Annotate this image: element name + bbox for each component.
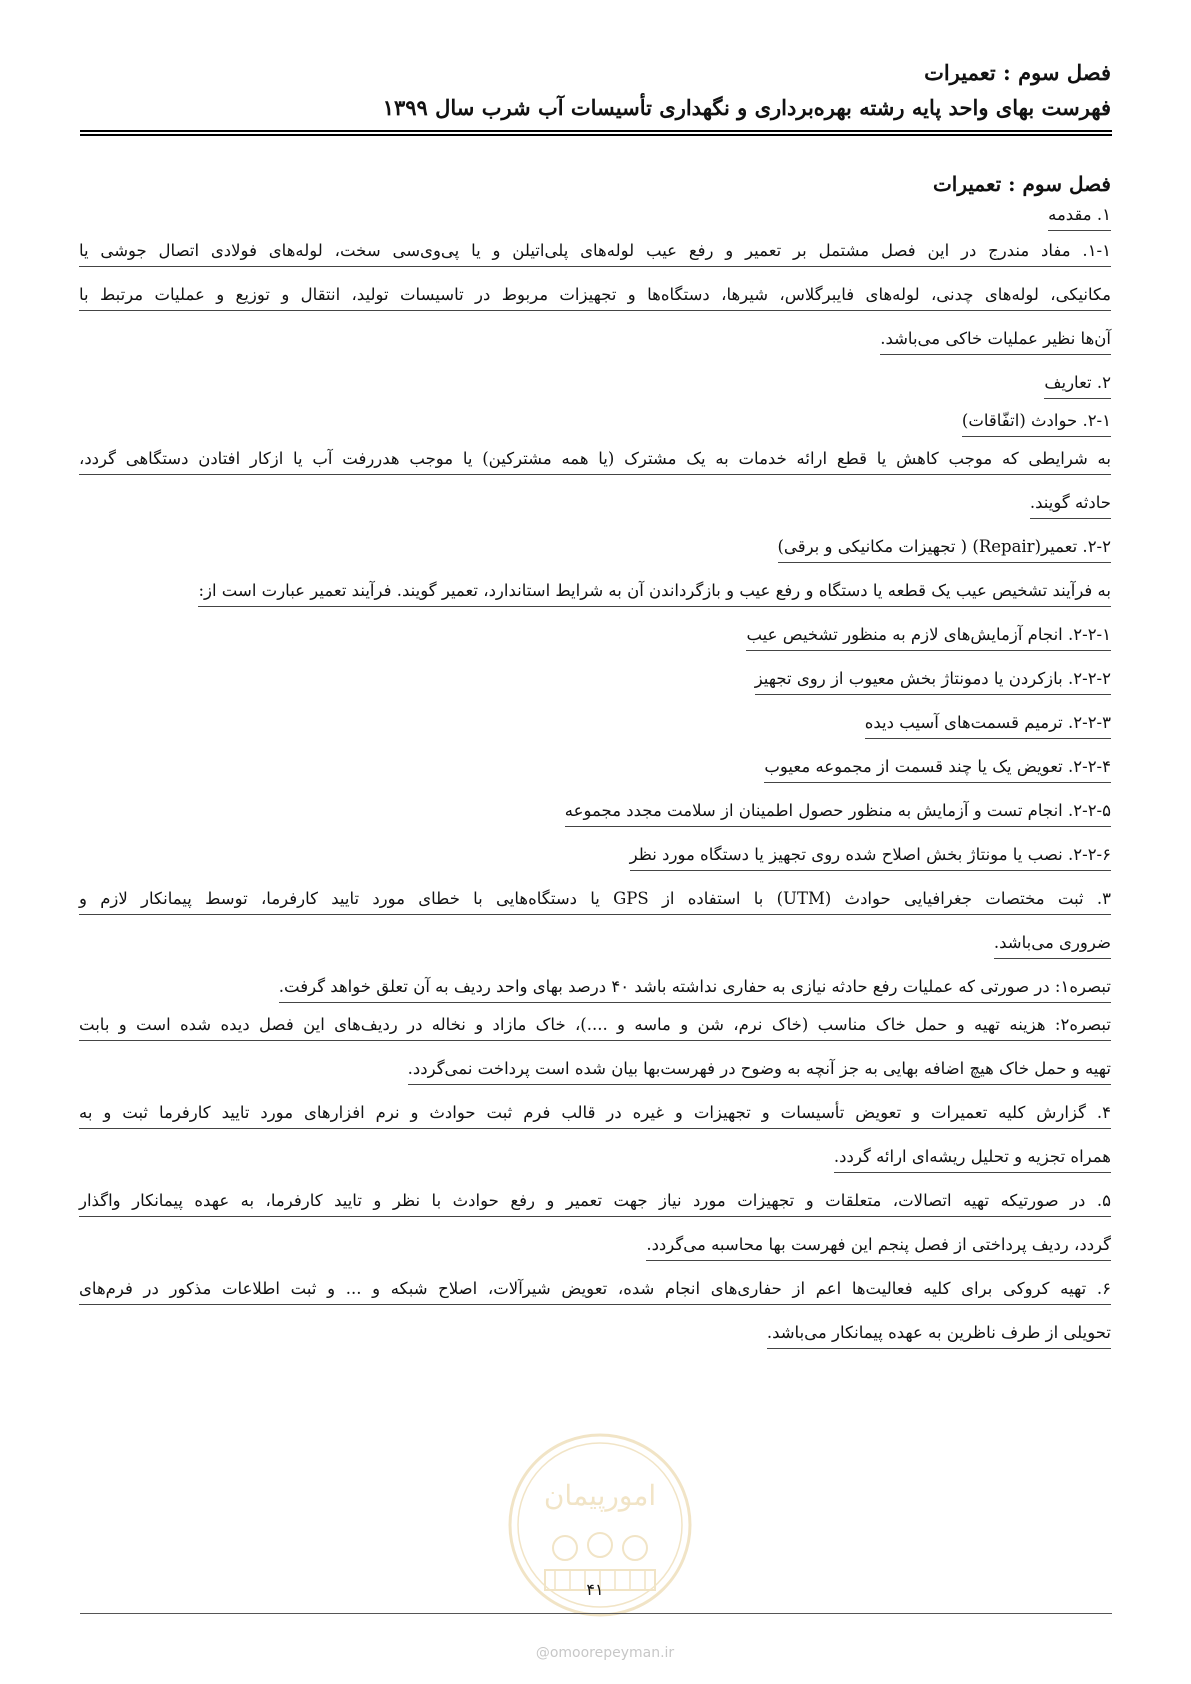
list-item-2-2-1: ۲-۲-۱. انجام آزمایش‌های لازم به منظور تشخیص عیب bbox=[79, 620, 1111, 664]
note-1: تبصره۱: در صورتی که عملیات رفع حادثه نیازی به حفاری نداشته باشد ۴۰ درصد بهای واحد ردیف به آن تعلق خواهد گرفت. bbox=[79, 972, 1111, 1010]
paragraph-1-1-line-2: مکانیکی، لوله‌های چدنی، لوله‌های فایبرگلاس، شیرها، دستگاه‌ها و تجهیزات مربوط در تاسیسات تولید، انتقال و توزیع و عملیات مرتبط با bbox=[79, 280, 1111, 324]
list-item-2-2-4: ۲-۲-۴. تعویض یک یا چند قسمت از مجموعه معیوب bbox=[79, 752, 1111, 796]
list-item-2-2-6: ۲-۲-۶. نصب یا مونتاژ بخش اصلاح شده روی تجهیز یا دستگاه مورد نظر bbox=[79, 840, 1111, 884]
paragraph-4-line-1: ۴. گزارش کلیه تعمیرات و تعویض تأسیسات و تجهیزات و غیره در قالب فرم ثبت حوادث و نرم افزارهای مورد تایید کارفرما ثبت و به bbox=[79, 1098, 1111, 1142]
paragraph-2-2: به فرآیند تشخیص عیب یک قطعه یا دستگاه و رفع عیب و بازگرداندن آن به شرایط استاندارد، تعمیر گویند. فرآیند تعمیر عبارت است از: bbox=[79, 576, 1111, 620]
note-2-line-1: تبصره۲: هزینه تهیه و حمل خاک مناسب (خاک نرم، شن و ماسه و ....)، خاک مازاد و نخاله در ردیف‌های این فصل دیده شده است و بابت bbox=[79, 1010, 1111, 1054]
paragraph-3-line-2: ضروری می‌باشد. bbox=[79, 928, 1111, 972]
paragraph-1-1-line-1: ۱-۱. مفاد مندرج در این فصل مشتمل بر تعمیر و رفع عیب لوله‌های پلی‌اتیلن و یا پی‌وی‌سی سخت، لوله‌های فولادی اتصال جوشی یا bbox=[79, 236, 1111, 280]
svg-text:امورپیمان: امورپیمان bbox=[543, 1479, 657, 1512]
header-chapter: فصل سوم : تعمیرات bbox=[924, 60, 1111, 85]
header-rule-top bbox=[80, 130, 1112, 132]
paragraph-5-line-2: گردد، ردیف پرداختی از فصل پنجم این فهرست بها محاسبه می‌گردد. bbox=[79, 1230, 1111, 1274]
paragraph-2-1-line-2: حادثه گویند. bbox=[79, 488, 1111, 532]
document-body bbox=[79, 168, 1111, 1362]
header-document-title: فهرست بهای واحد پایه رشته بهره‌برداری و نگهداری تأسیسات آب شرب سال ۱۳۹۹ bbox=[382, 95, 1111, 120]
paragraph-5-line-1: ۵. در صورتیکه تهیه اتصالات، متعلقات و تجهیزات مورد نیاز جهت تعمیر و رفع حوادث با نظر و تایید کارفرما، به عهده پیمانکار واگذار bbox=[79, 1186, 1111, 1230]
list-item-2-2-2: ۲-۲-۲. بازکردن یا دمونتاژ بخش معیوب از روی تجهیز bbox=[79, 664, 1111, 708]
watermark-text: @omoorepeyman.ir bbox=[535, 1645, 675, 1661]
header-rule-bottom bbox=[80, 134, 1112, 136]
list-item-2-2-5: ۲-۲-۵. انجام تست و آزمایش به منظور حصول اطمینان از سلامت مجدد مجموعه bbox=[79, 796, 1111, 840]
footer-rule bbox=[80, 1613, 1112, 1614]
paragraph-2-1-line-1: به شرایطی که موجب کاهش یا قطع ارائه خدمات به یک مشترک (یا همه مشترکین) یا موجب هدررفت آب یا ازکار افتادن دستگاهی گردد، bbox=[79, 444, 1111, 488]
paragraph-3-line-1: ۳. ثبت مختصات جغرافیایی حوادث (UTM) با استفاده از GPS یا دستگاه‌هایی با خطای مورد تایید کارفرما، توسط پیمانکار لازم و bbox=[79, 884, 1111, 928]
heading-2-1-incidents: ۲-۱. حوادث (اتفّاقات) bbox=[79, 406, 1111, 444]
note-2-line-2: تهیه و حمل خاک هیچ اضافه بهایی به جز آنچه به وضوح در فهرست‌بها بیان شده است پرداخت نمی‌گردد. bbox=[79, 1054, 1111, 1098]
paragraph-1-1-line-3: آن‌ها نظیر عملیات خاکی می‌باشد. bbox=[79, 324, 1111, 368]
heading-2-2-repair: ۲-۲. تعمیر(Repair) ( تجهیزات مکانیکی و برقی) bbox=[79, 532, 1111, 576]
list-item-2-2-3: ۲-۲-۳. ترمیم قسمت‌های آسیب دیده bbox=[79, 708, 1111, 752]
paragraph-6-line-1: ۶. تهیه کروکی برای کلیه فعالیت‌ها اعم از حفاری‌های انجام شده، تعویض شیرآلات، اصلاح شبکه و ... و ثبت اطلاعات مذکور در فرم‌های bbox=[79, 1274, 1111, 1318]
heading-introduction: ۱. مقدمه bbox=[79, 200, 1111, 236]
section-title: فصل سوم : تعمیرات bbox=[932, 172, 1111, 196]
page-number: ۴۱ bbox=[586, 1580, 604, 1599]
heading-definitions: ۲. تعاریف bbox=[79, 368, 1111, 406]
paragraph-6-line-2: تحویلی از طرف ناظرین به عهده پیمانکار می‌باشد. bbox=[79, 1318, 1111, 1362]
paragraph-4-line-2: همراه تجزیه و تحلیل ریشه‌ای ارائه گردد. bbox=[79, 1142, 1111, 1186]
